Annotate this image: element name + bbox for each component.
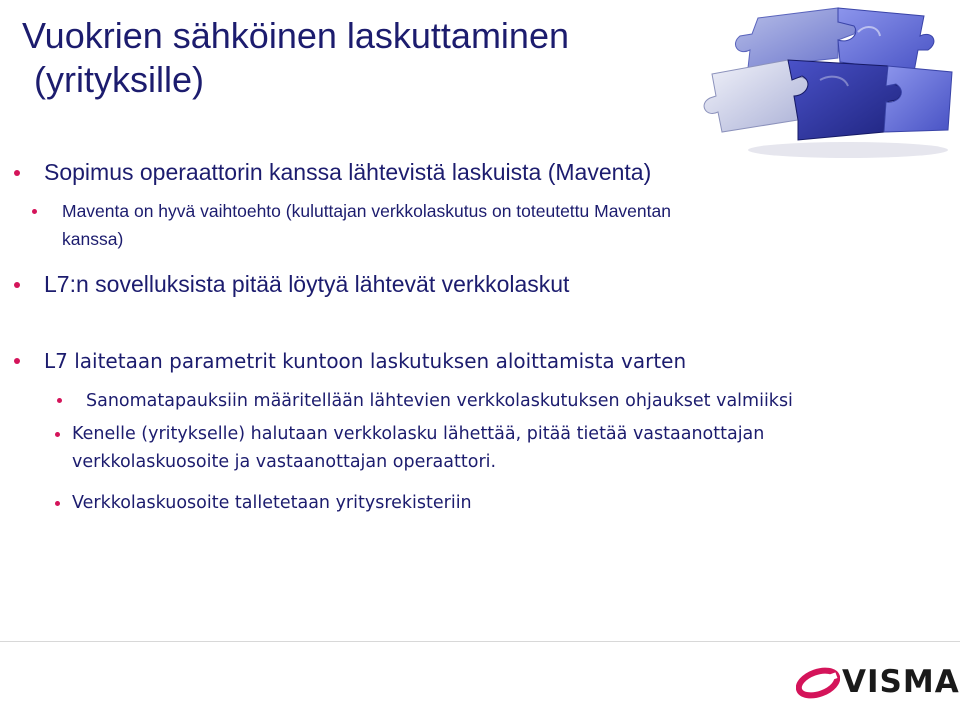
title-line-2: (yrityksille) xyxy=(34,59,204,100)
bullet-dot xyxy=(55,432,60,437)
logo-wordmark: VISMA xyxy=(842,664,960,700)
bullet-item: L7 laitetaan parametrit kuntoon laskutuksen aloittamista varten xyxy=(44,349,687,373)
bullet-dot xyxy=(14,358,20,364)
title-line-1: Vuokrien sähköinen laskuttaminen xyxy=(22,15,569,56)
footer-divider xyxy=(0,641,960,642)
bullet-item: Verkkolaskuosoite talletetaan yritysrekisteriin xyxy=(72,493,472,513)
bullet-dot xyxy=(14,282,20,288)
visma-swoosh-icon xyxy=(796,666,840,700)
bullet-dot xyxy=(57,398,62,403)
bullet-dot xyxy=(14,170,20,176)
bullet-item: Sanomatapauksiin määritellään lähtevien verkkolaskutuksen ohjaukset valmiiksi xyxy=(86,391,793,411)
visma-logo xyxy=(796,664,960,700)
bullet-dot xyxy=(32,209,37,214)
bullet-item: Maventa on hyvä vaihtoehto (kuluttajan verkkolaskutus on toteutettu Maventan kanssa) xyxy=(62,201,671,249)
bullet-item: L7:n sovelluksista pitää löytyä lähtevät verkkolaskut xyxy=(44,271,570,297)
bullet-item: Sopimus operaattorin kanssa lähtevistä laskuista (Maventa) xyxy=(44,159,652,185)
bullet-item: Kenelle (yritykselle) halutaan verkkolasku lähettää, pitää tietää vastaanottajan verkkolaskuosoite ja vastaanottajan operaattori. xyxy=(72,424,765,472)
bullet-dot xyxy=(55,501,60,506)
